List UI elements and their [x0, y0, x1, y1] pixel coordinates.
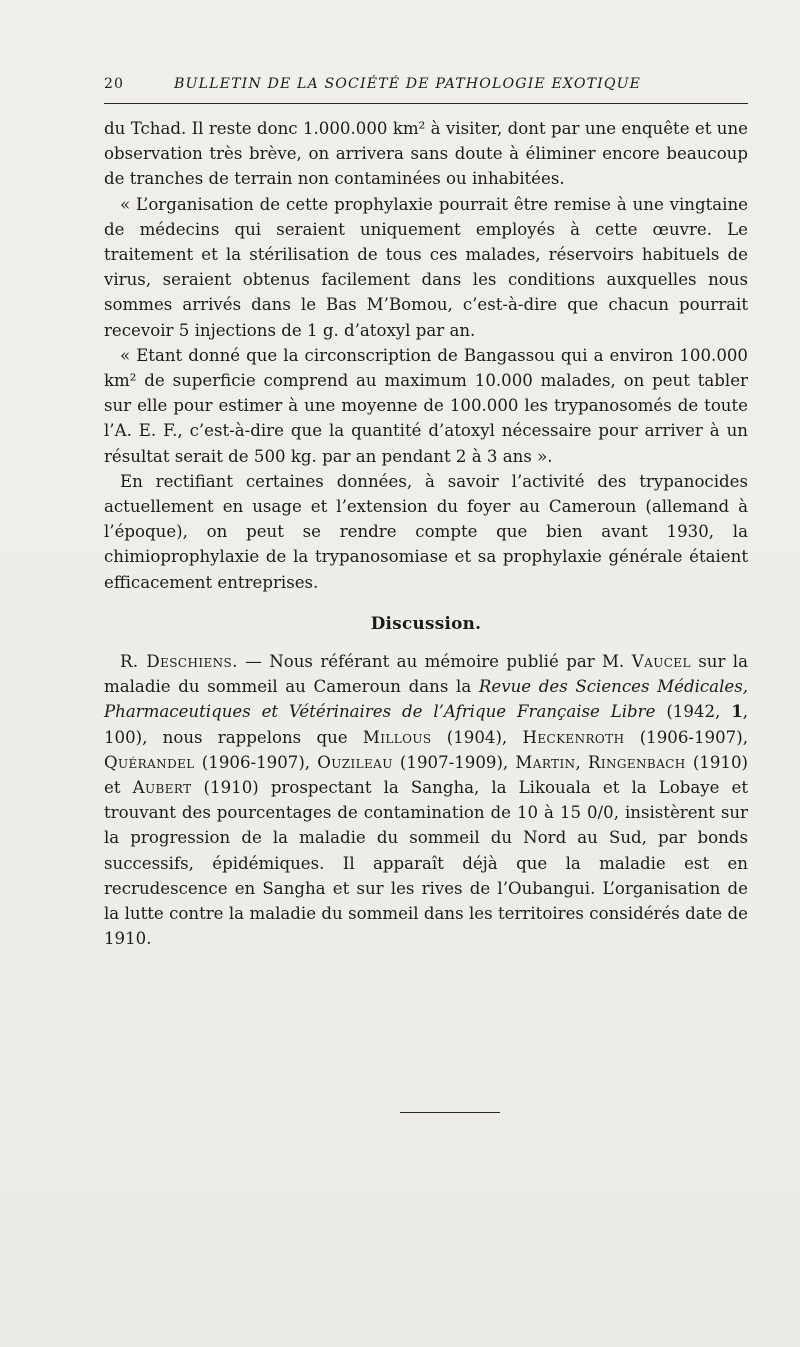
paragraph-4: En rectifiant certaines données, à savoir l’activité des trypanocides actuellement en usage et l’extension du foyer au Cameroun (allemand à l’époque), on peut se rendre compte que bien avant 1930, la chimioprophylaxie de la trypanosomiase et sa prophylaxie générale étaient efficacement entreprises. — [104, 471, 748, 592]
article-body — [104, 116, 748, 952]
header-rule — [104, 103, 748, 104]
author-name: Ringenbach — [587, 752, 686, 772]
running-header — [104, 74, 748, 98]
discussion-text: , — [575, 752, 588, 772]
speaker-name: R. Deschiens. — [120, 652, 238, 672]
discussion-text: (1910) prospectant la Sangha, la Likouala et la Lobaye et trouvant des pourcentages de contamination de 10 à 15 0/0, insistèrent sur la progression de la maladie du sommeil du Nord au Sud, par bonds successifs, épidémiques. Il apparaît déjà que la maladie est en recrudescence en Sangha et sur les rives de l’Oubangui. L’organisation de la lutte contre la maladie du sommeil dans les territoires considérés date de 1910. — [104, 778, 749, 949]
discussion-text: (1910) et — [104, 752, 749, 798]
page-number: 20 — [104, 76, 125, 92]
discussion-paragraph — [104, 649, 748, 951]
author-name: Martin — [515, 752, 576, 772]
author-name: Millous — [362, 727, 432, 747]
discussion-text: (1907-1909), — [392, 752, 516, 772]
discussion-text: , 100), nous rappelons que — [104, 702, 749, 747]
author-name: Vaucel — [631, 652, 691, 672]
discussion-text: sur la maladie du sommeil au Cameroun dans la — [104, 652, 748, 697]
discussion-text: — Nous référant au mémoire publié par M. — [237, 652, 632, 672]
author-name: Aubert — [132, 778, 192, 798]
citation-volume: 1 — [731, 701, 743, 722]
journal-citation: Revue des Sciences Médicales, Pharmaceutiques et Vétérinaires de l’Afrique Française Libre — [104, 677, 748, 722]
author-name: Quérandel — [104, 752, 195, 772]
discussion-text: (1904), — [431, 727, 523, 747]
paragraph-1: du Tchad. Il reste donc 1.000.000 km² à visiter, dont par une enquête et une observation très brève, on arrivera sans doute à éliminer encore beaucoup de tranches de terrain non contaminées ou inhabitées. — [104, 119, 748, 189]
section-heading: Discussion. — [370, 612, 482, 633]
paragraph-3: « Etant donné que la circonscription de Bangassou qui a environ 100.000 km² de superficie comprend au maximum 10.000 malades, on peut tabler sur elle pour estimer à une moyenne de 100.000 les trypanosomés de toute l’A. E. F., c’est-à-dire que la quantité d’atoxyl nécessaire pour arriver à un résultat serait de 500 kg. par an pendant 2 à 3 ans ». — [104, 345, 748, 466]
discussion-text: (1906-1907), — [194, 752, 318, 772]
discussion-text: (1942, — [655, 702, 732, 722]
author-name: Ouzileau — [317, 752, 393, 772]
author-name: Heckenroth — [522, 727, 625, 747]
end-rule — [400, 1112, 500, 1113]
discussion-text: (1906-1907), — [624, 727, 748, 747]
paragraph-2: « L’organisation de cette prophylaxie pourrait être remise à une vingtaine de médecins qui seraient uniquement employés à cette œuvre. Le traitement et la stérilisation de tous ces malades, réservoirs habituels de virus, seraient obtenus facilement dans les conditions auxquelles nous sommes arrivés dans le Bas M’Bomou, c’est-à-dire que chacun pourrait recevoir 5 injections de 1 g. d’atoxyl par an. — [104, 194, 748, 340]
journal-title: BULLETIN DE LA SOCIÉTÉ DE PATHOLOGIE EXOTIQUE — [174, 76, 642, 92]
